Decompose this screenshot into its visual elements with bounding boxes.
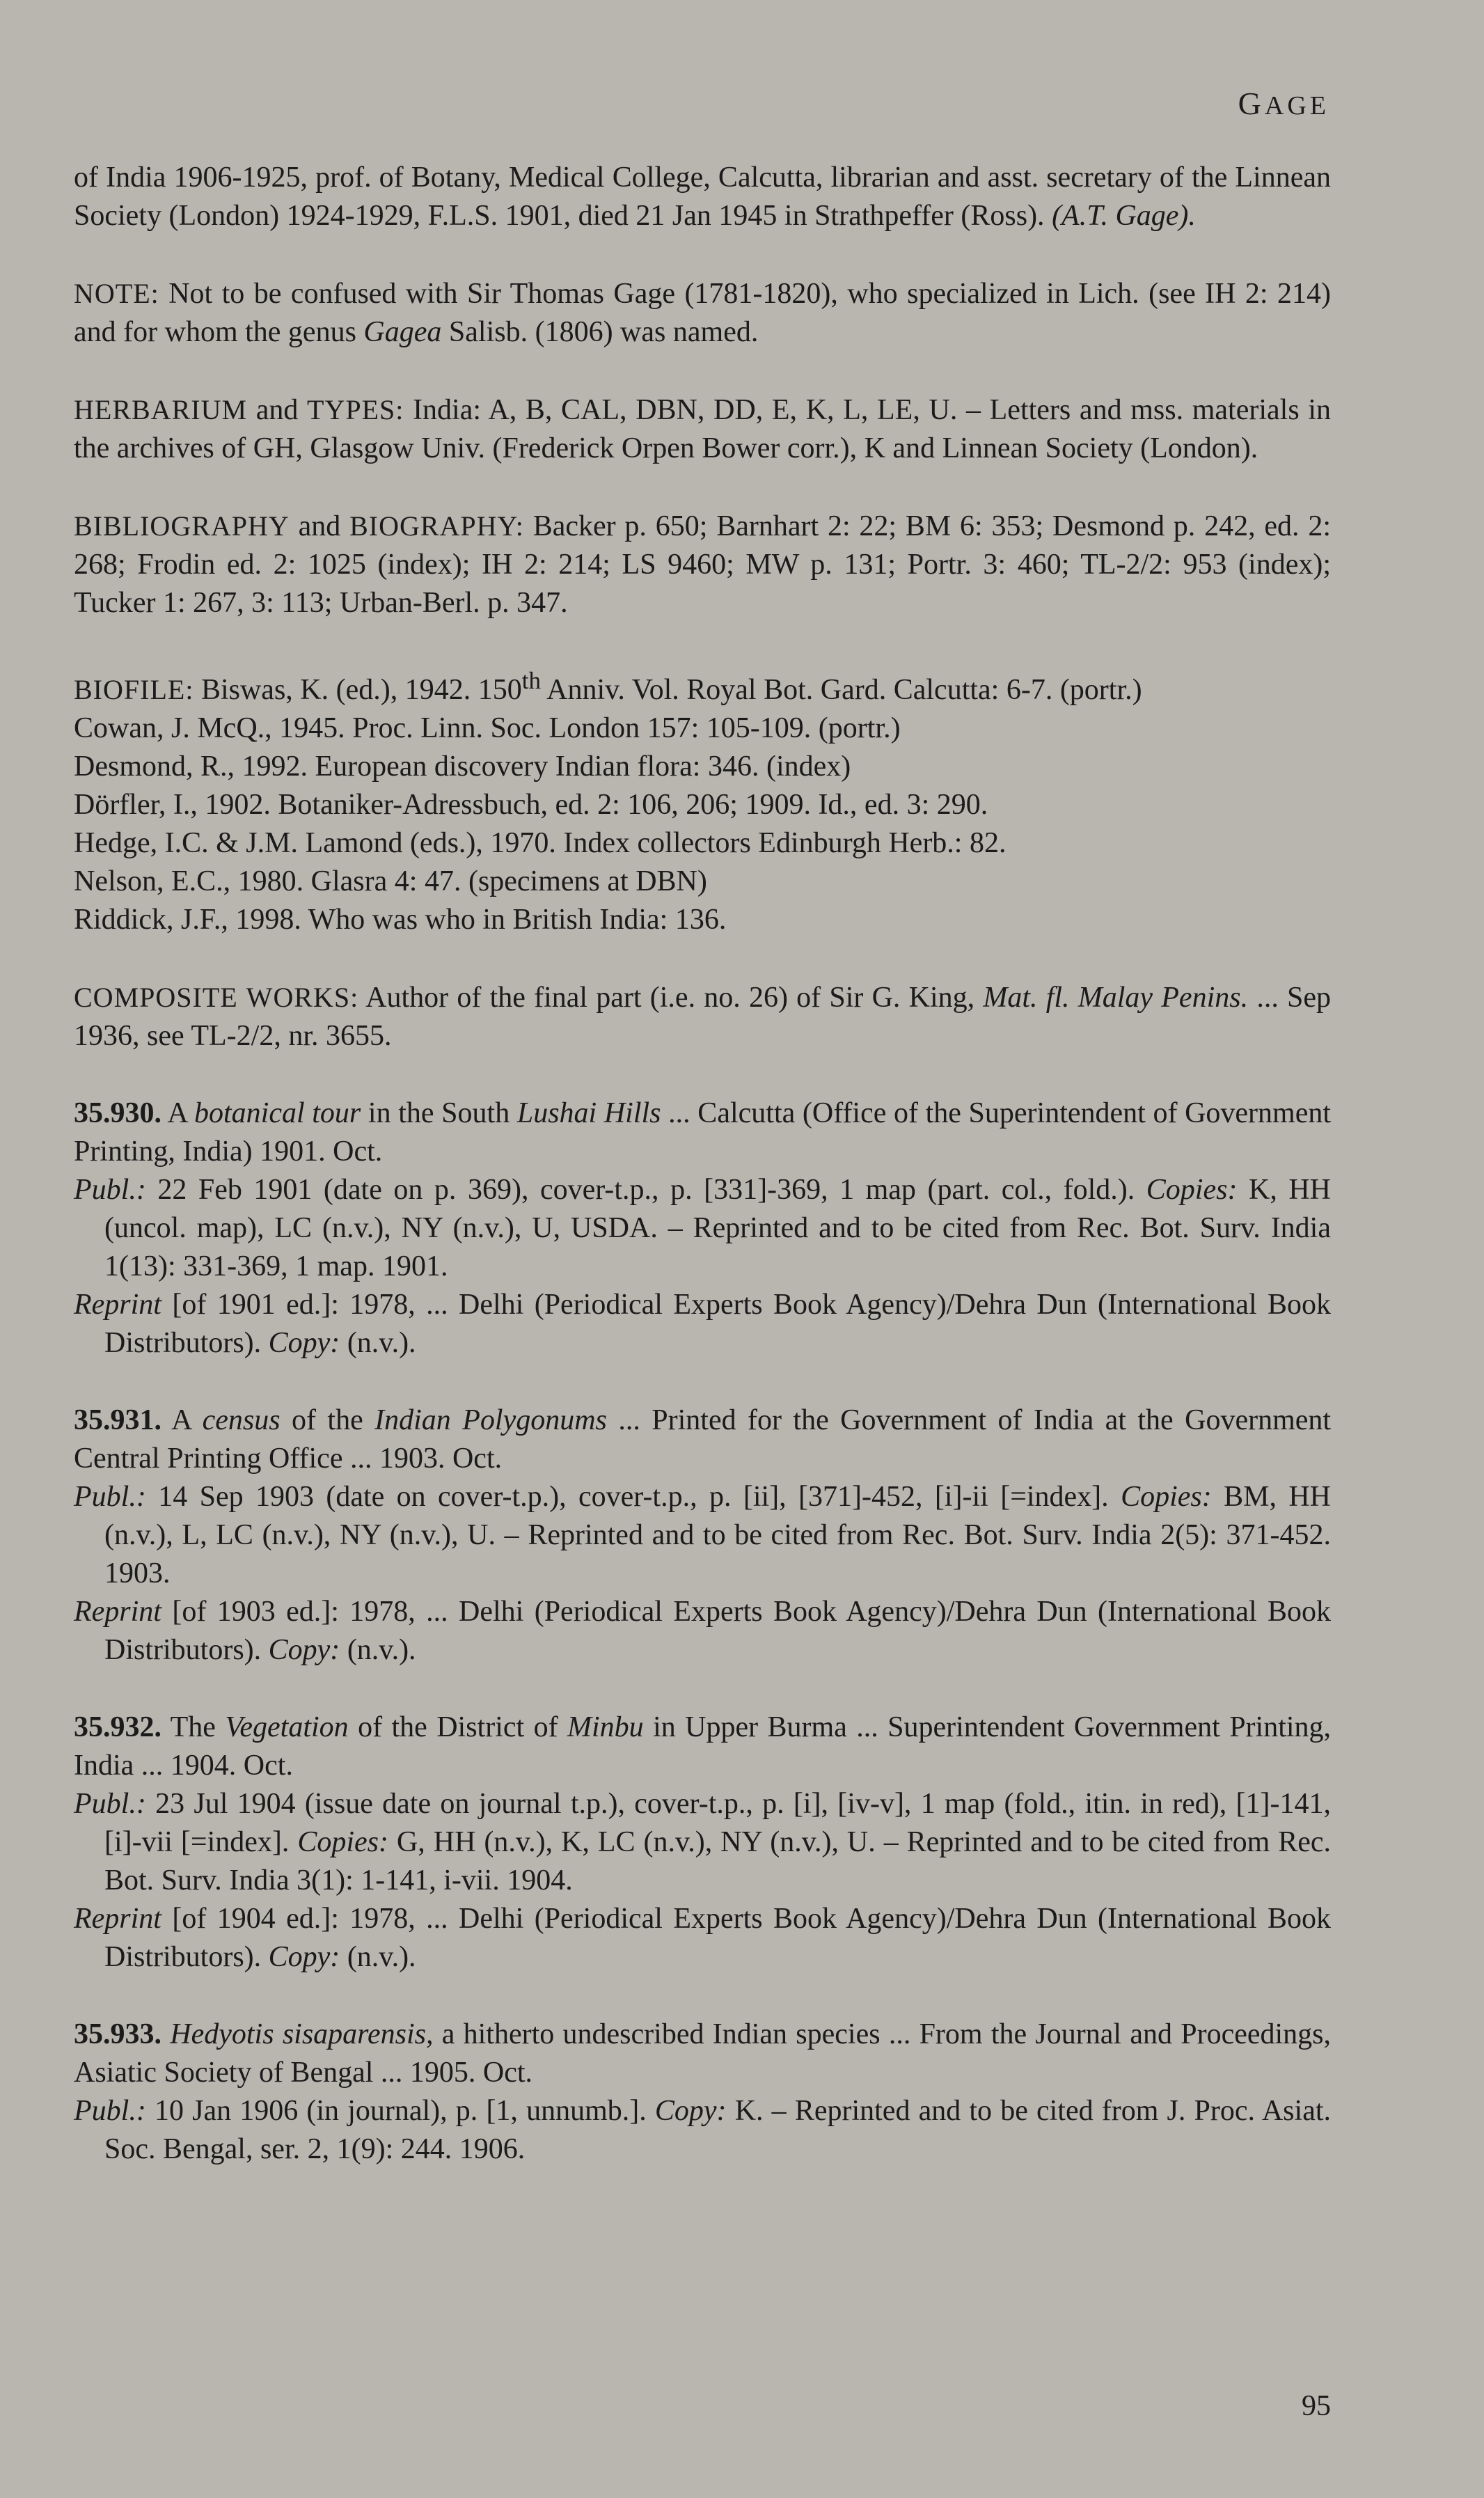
publ-text: 10 Jan 1906 (in journal), p. [1, unnumb.].: [154, 2095, 647, 2127]
entry-title: [74, 1401, 1331, 1478]
biofile-line: Desmond, R., 1992. European discovery Indian flora: 346. (index): [74, 751, 851, 783]
entry-35-933: [74, 2016, 1331, 2169]
bibliography-label: BIBLIOGRAPHY: [74, 510, 290, 542]
note-label: NOTE:: [74, 278, 159, 309]
reprint-label: Reprint: [74, 1289, 161, 1321]
publ-label: Publ.:: [74, 1788, 146, 1820]
entry-number: 35.933.: [74, 2018, 161, 2050]
note-paragraph: [74, 274, 1331, 352]
bibliography-text: Backer p. 650; Barnhart 2: 22; BM 6: 353; Desmond p. 242, ed. 2: 268; Frodin ed. 2: 1025 (index); IH 2: 214; LS 9460; MW p. 131; Portr. 3: 460; TL-2/2: 953 (index); Tucker 1: 267, 3: 113; Urban-Berl. p. 347.: [74, 510, 1332, 619]
entry-reprint: [74, 1286, 1331, 1362]
note-text-end: Salisb. (1806) was named.: [448, 316, 759, 348]
entry-number: 35.930.: [74, 1097, 161, 1129]
entry-italic: census: [202, 1404, 281, 1436]
entry-italic: Hedyotis sisaparensis,: [170, 2018, 434, 2050]
note-genus: Gagea: [363, 316, 442, 348]
entry-text: A: [167, 1097, 187, 1129]
copy-label: Copy:: [268, 1634, 340, 1666]
entry-publication: [74, 1478, 1331, 1593]
entry-italic: Minbu: [567, 1711, 644, 1743]
copies-label: Copies:: [1146, 1174, 1238, 1206]
page-body: [74, 159, 1331, 2169]
entry-title: [74, 1094, 1331, 1171]
publ-text: 22 Feb 1901 (date on p. 369), cover-t.p., p. [331]-369, 1 map (part. col., fold.).: [157, 1174, 1135, 1206]
biofile-line: [74, 661, 1331, 709]
biofile-line: Dörfler, I., 1902. Botaniker-Adressbuch, ed. 2: 106, 206; 1909. Id., ed. 3: 290.: [74, 789, 988, 821]
composite-title: Mat. fl. Malay Penins.: [983, 982, 1249, 1014]
entry-text: of the District of: [358, 1711, 558, 1743]
biofile-line: Hedge, I.C. & J.M. Lamond (eds.), 1970. Index collectors Edinburgh Herb.: 82.: [74, 827, 1007, 859]
copy-text: (n.v.).: [347, 1941, 416, 1973]
publ-text: 23 Jul 1904 (issue date on journal t.p.), cover-t.p., p. [i], [iv-v], 1 map (fold., itin. in red), [1]-141, [i]-vii [=index].: [104, 1788, 1331, 1858]
entry-text: A: [171, 1404, 191, 1436]
biofile-superscript: th: [521, 667, 541, 694]
biofile-line: Riddick, J.F., 1998. Who was who in British India: 136.: [74, 904, 727, 936]
copy-text: (n.v.).: [347, 1634, 416, 1666]
publ-label: Publ.:: [74, 2095, 146, 2127]
reprint-label: Reprint: [74, 1903, 161, 1935]
entry-35-932: [74, 1708, 1331, 1977]
biofile-first-text: Biswas, K. (ed.), 1942. 150: [200, 674, 522, 706]
entry-reprint: [74, 1593, 1331, 1670]
running-header: GAGE: [1238, 86, 1329, 121]
entry-text: ... Calcutta (Office of the Superintendent of Government Printing, India) 1901. Oct.: [74, 1097, 1332, 1168]
types-label: TYPES:: [307, 394, 404, 425]
biofile-line: Nelson, E.C., 1980. Glasra 4: 47. (specimens at DBN): [74, 865, 707, 897]
reprint-label: Reprint: [74, 1596, 161, 1628]
entry-text: in the South: [368, 1097, 510, 1129]
herbarium-text: India: A, B, CAL, DBN, DD, E, K, L, LE, U. – Letters and mss. materials in the archives of GH, Glasgow Univ. (Frederick Orpen Bower corr.), K and Linnean Society (London).: [74, 394, 1332, 464]
entry-number: 35.931.: [74, 1404, 161, 1436]
entry-reprint: [74, 1900, 1331, 1977]
intro-abbreviation: (A.T. Gage).: [1052, 200, 1196, 232]
biofile-line: Cowan, J. McQ., 1945. Proc. Linn. Soc. London 157: 105-109. (portr.): [74, 712, 901, 744]
intro-paragraph: [74, 159, 1331, 235]
entry-35-930: [74, 1094, 1331, 1362]
copies-text: K, HH (uncol. map), LC (n.v.), NY (n.v.), U, USDA. – Reprinted and to be cited from Rec. Bot. Surv. India 1(13): 331-369, 1 map. 1901.: [104, 1174, 1332, 1282]
copy-text: (n.v.).: [347, 1327, 416, 1359]
entry-title: [74, 2016, 1331, 2092]
bibliography-and: and: [298, 510, 341, 542]
publ-text: 14 Sep 1903 (date on cover-t.p.), cover-t.p., p. [ii], [371]-452, [i]-ii [=index].: [158, 1481, 1109, 1513]
entry-italic: Indian Polygonums: [374, 1404, 607, 1436]
entry-publication: [74, 1171, 1331, 1286]
entry-title: [74, 1708, 1331, 1785]
composite-text: Author of the final part (i.e. no. 26) of Sir G. King,: [365, 982, 975, 1014]
publ-label: Publ.:: [74, 1174, 146, 1206]
copies-label: Copies:: [1121, 1481, 1212, 1513]
reprint-text: [of 1901 ed.]: 1978, ... Delhi (Periodical Experts Book Agency)/Dehra Dun (International Book Distributors).: [104, 1289, 1331, 1359]
herbarium-paragraph: [74, 391, 1331, 468]
copy-label: Copy:: [268, 1327, 340, 1359]
entry-text: The: [170, 1711, 216, 1743]
publ-label: Publ.:: [74, 1481, 146, 1513]
note-text: Not to be confused with Sir Thomas Gage (1781-1820), who specialized in Lich. (see IH 2: 214) and for whom the genus: [74, 278, 1331, 348]
entry-publication: [74, 2092, 1331, 2169]
entry-text: of the: [291, 1404, 363, 1436]
entry-italic: Lushai Hills: [516, 1097, 661, 1129]
entry-text: ... Printed for the Government of India at the Government Central Printing Office ... 1903. Oct.: [74, 1404, 1332, 1475]
entry-italic: Vegetation: [225, 1711, 349, 1743]
copy-text: K. – Reprinted and to be cited from J. Proc. Asiat. Soc. Bengal, ser. 2, 1(9): 244. 1906.: [104, 2095, 1332, 2165]
entry-35-931: [74, 1401, 1331, 1670]
entry-number: 35.932.: [74, 1711, 161, 1743]
intro-text: of India 1906-1925, prof. of Botany, Medical College, Calcutta, librarian and asst. secretary of the Linnean Society (London) 1924-1929, F.L.S. 1901, died 21 Jan 1945 in Strathpeffer (Ross).: [74, 162, 1331, 232]
copies-label: Copies:: [297, 1826, 388, 1858]
composite-works-label: COMPOSITE WORKS:: [74, 982, 359, 1013]
biofile-label: BIOFILE:: [74, 674, 194, 705]
herbarium-label: HERBARIUM: [74, 394, 248, 425]
entry-text: a hitherto undescribed Indian species ... From the Journal and Proceedings, Asiatic Society of Bengal ... 1905. Oct.: [74, 2018, 1332, 2089]
copies-text: BM, HH (n.v.), L, LC (n.v.), NY (n.v.), U. – Reprinted and to be cited from Rec. Bot. Surv. India 2(5): 371-452. 1903.: [104, 1481, 1332, 1589]
entry-italic: botanical tour: [194, 1097, 361, 1129]
composite-works-paragraph: [74, 978, 1331, 1055]
herbarium-and: and: [255, 394, 299, 426]
biography-label: BIOGRAPHY:: [349, 510, 524, 542]
composite-text-end: ... Sep 1936, see TL-2/2, nr. 3655.: [74, 982, 1332, 1052]
reprint-text: [of 1904 ed.]: 1978, ... Delhi (Periodical Experts Book Agency)/Dehra Dun (International Book Distributors).: [104, 1903, 1331, 1973]
entry-text: in Upper Burma ... Superintendent Government Printing, India ... 1904. Oct.: [74, 1711, 1332, 1782]
bibliography-paragraph: [74, 507, 1331, 622]
page-number: 95: [1302, 2390, 1331, 2422]
biofile-section: [74, 661, 1331, 939]
biofile-first-text-end: Anniv. Vol. Royal Bot. Gard. Calcutta: 6-7. (portr.): [546, 674, 1142, 706]
copy-label: Copy:: [268, 1941, 340, 1973]
reprint-text: [of 1903 ed.]: 1978, ... Delhi (Periodical Experts Book Agency)/Dehra Dun (International Book Distributors).: [104, 1596, 1331, 1666]
copy-label: Copy:: [654, 2095, 727, 2127]
entry-publication: [74, 1785, 1331, 1900]
copies-text: G, HH (n.v.), K, LC (n.v.), NY (n.v.), U. – Reprinted and to be cited from Rec. Bot. Surv. India 3(1): 1-141, i-vii. 1904.: [104, 1826, 1331, 1896]
